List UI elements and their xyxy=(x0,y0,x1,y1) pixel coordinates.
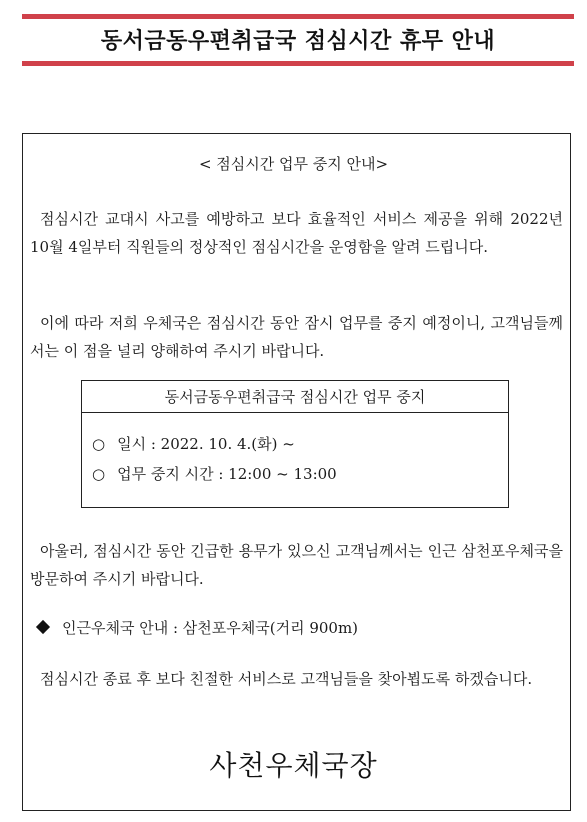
schedule-box xyxy=(81,380,509,508)
page-title: 동서금동우편취급국 점심시간 휴무 안내 xyxy=(100,29,496,54)
title-band xyxy=(22,14,574,66)
paragraph-text: 점심시간 종료 후 보다 친절한 서비스로 고객님들을 찾아뵙도록 하겠습니다. xyxy=(40,670,533,688)
schedule-time: 업무 중지 시간 : 12:00 ~ 13:00 xyxy=(117,465,337,483)
schedule-time-row xyxy=(92,463,337,485)
paragraph-text: 점심시간 교대시 사고를 예방하고 보다 효율적인 서비스 제공을 위해 2022년 10월 4일부터 직원들의 정상적인 점심시간을 운영함을 알려 드립니다. xyxy=(30,210,563,256)
schedule-date-row xyxy=(92,433,295,455)
schedule-box-heading: 동서금동우편취급국 점심시간 업무 중지 xyxy=(82,381,508,413)
circle-bullet-icon: ○ xyxy=(92,465,106,483)
notice-paragraph-closing xyxy=(30,665,563,693)
paragraph-text: 아울러, 점심시간 동안 긴급한 용무가 있으신 고객님께서는 인근 삼천포우체국을 방문하여 주시기 바랍니다. xyxy=(30,542,563,588)
notice-paragraph-nearby xyxy=(30,537,563,593)
notice-subtitle: < 점심시간 업무 중지 안내> xyxy=(198,155,389,173)
notice-paragraph-closure xyxy=(30,309,563,365)
diamond-bullet-icon xyxy=(36,620,50,634)
notice-paragraph-intro xyxy=(30,205,563,261)
schedule-date: 일시 : 2022. 10. 4.(화) ~ xyxy=(117,435,295,453)
signature: 사천우체국장 xyxy=(209,749,378,782)
paragraph-text: 이에 따라 저희 우체국은 점심시간 동안 잠시 업무를 중지 예정이니, 고객님들께서는 이 점을 널리 양해하여 주시기 바랍니다. xyxy=(30,314,563,360)
nearby-office-line xyxy=(38,617,358,638)
title-bottom-rule xyxy=(22,61,574,66)
title-top-rule xyxy=(22,14,574,19)
circle-bullet-icon: ○ xyxy=(92,435,106,453)
nearby-office-text: 인근우체국 안내 : 삼천포우체국(거리 900m) xyxy=(62,619,359,637)
